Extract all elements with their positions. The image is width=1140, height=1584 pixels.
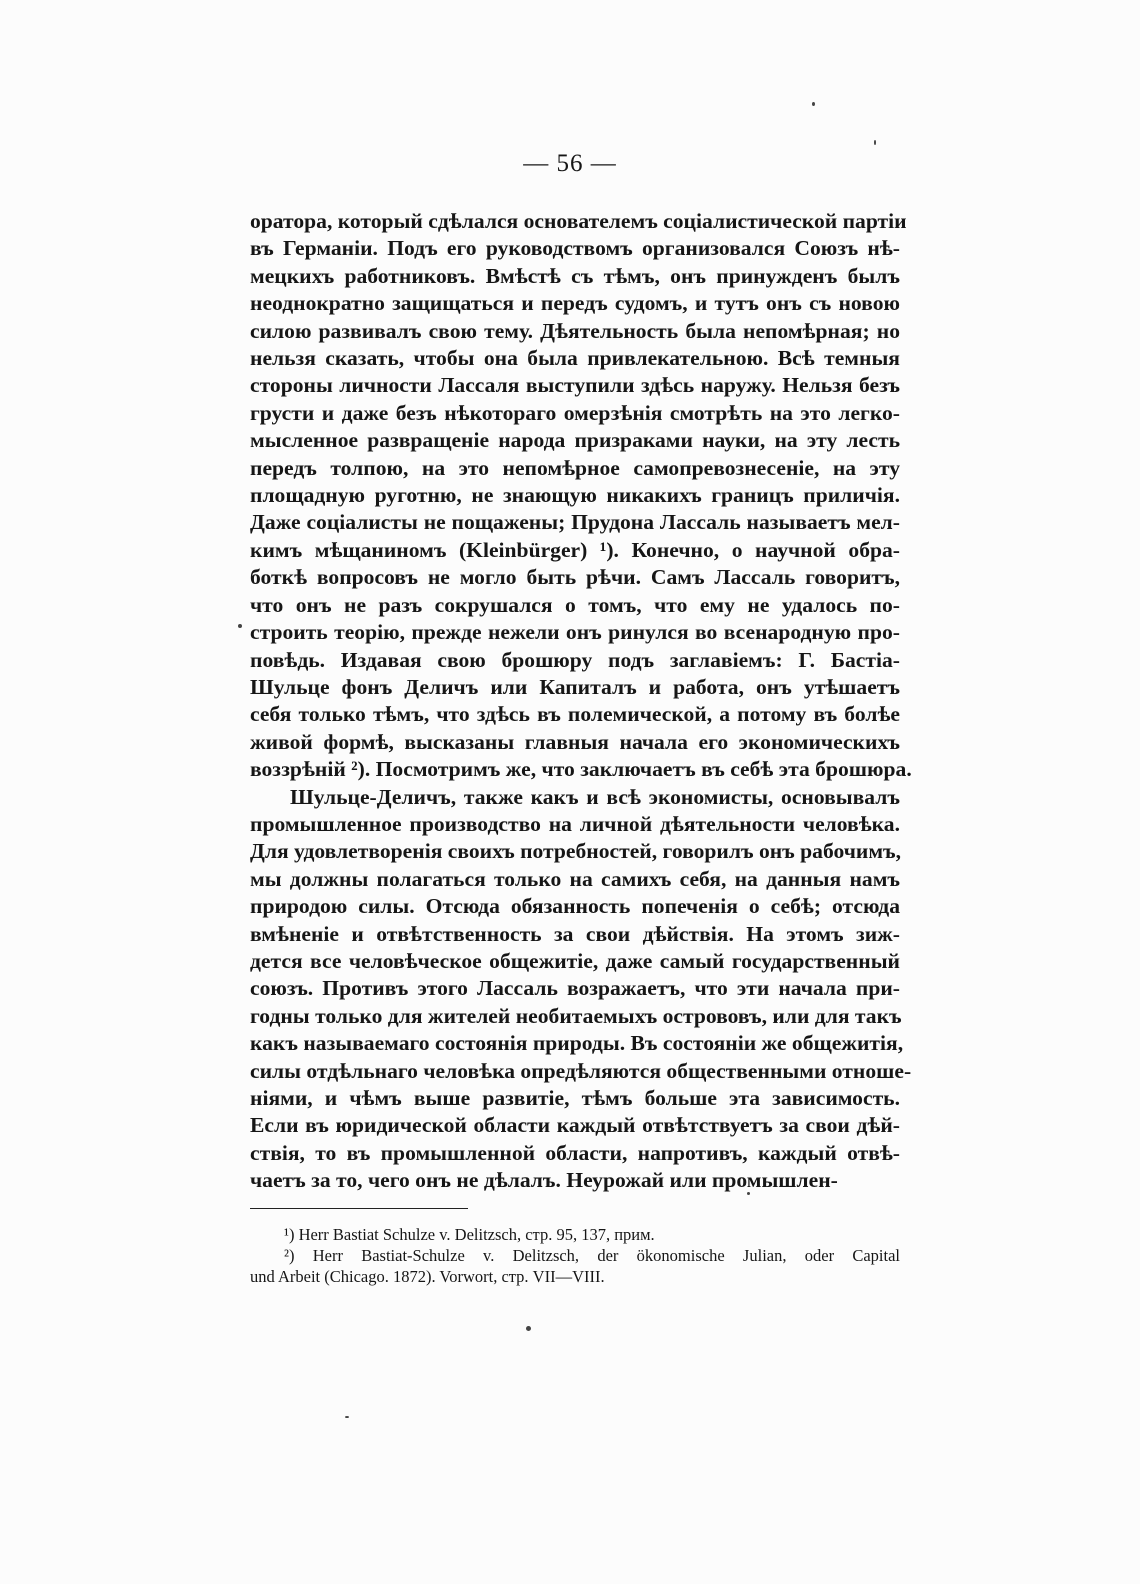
footnote-1: ¹) Herr Bastiat Schulze v. Delitzsch, стр. 95, 137, прим. bbox=[284, 1225, 655, 1244]
text-line: годны только для жителей необитаемыхъ острововъ, или для такъ bbox=[250, 1003, 902, 1028]
text-line: силою развивалъ свою тему. Дѣятельность была непомѣрная; но bbox=[250, 318, 900, 343]
text-line: воззрѣній ²). Посмотримъ же, что заключаетъ въ себѣ эта брошюра. bbox=[250, 757, 912, 782]
text-line: нельзя сказать, чтобы она была привлекательною. Всѣ темныя bbox=[250, 346, 900, 371]
scan-speck bbox=[874, 140, 876, 145]
scan-speck bbox=[345, 1416, 349, 1418]
text-line: чаетъ за то, чего онъ не дѣлалъ. Неурожай или промышлен- bbox=[250, 1168, 838, 1193]
text-line: площадную руготню, не знающую никакихъ границъ приличія. bbox=[250, 483, 900, 508]
text-line: боткѣ вопросовъ не могло быть рѣчи. Самъ Лассаль говоритъ, bbox=[250, 565, 900, 590]
text-line: мысленное развращеніе народа призраками науки, на эту лесть bbox=[250, 428, 900, 453]
text-line: дется все человѣческое общежитіе, даже самый государственный bbox=[250, 948, 900, 973]
text-line: силы отдѣльнаго человѣка опредѣляются общественными отноше- bbox=[250, 1058, 912, 1083]
paragraph-1 bbox=[250, 208, 912, 784]
page-number: — 56 — bbox=[523, 150, 617, 177]
text-line: промышленное производство на личной дѣятельности человѣка. bbox=[250, 811, 900, 836]
footnote-separator bbox=[250, 1208, 468, 1209]
text-line: стороны личности Лассаля выступили здѣсь наружу. Нельзя безъ bbox=[250, 373, 900, 398]
text-line: оратора, который сдѣлался основателемъ соціалистической партіи bbox=[250, 209, 907, 233]
text-line: Для удовлетворенія своихъ потребностей, говорилъ онъ рабочимъ, bbox=[250, 839, 902, 864]
text-line: мецкихъ работниковъ. Вмѣстѣ съ тѣмъ, онъ принужденъ былъ bbox=[250, 263, 900, 288]
footnotes bbox=[250, 1224, 900, 1287]
text-line: себя только тѣмъ, что здѣсь въ полемической, а потому въ болѣе bbox=[250, 702, 900, 727]
scan-speck bbox=[747, 1192, 750, 1195]
text-line: вмѣненіе и отвѣтственность за свои дѣйствія. На этомъ зиж- bbox=[250, 921, 900, 946]
text-line: передъ толпою, на это непомѣрное самопревознесеніе, на эту bbox=[250, 455, 900, 480]
body-text bbox=[250, 208, 912, 1195]
text-line: Шульце-Деличъ, также какъ и всѣ экономисты, основывалъ bbox=[290, 784, 900, 809]
text-line: какъ называемаго состоянія природы. Въ состояніи же общежитія, bbox=[250, 1031, 904, 1056]
text-line: въ Германіи. Подъ его руководствомъ организовался Союзъ нѣ- bbox=[250, 236, 900, 261]
scan-speck bbox=[812, 102, 815, 106]
scan-speck bbox=[526, 1326, 531, 1331]
text-line: мы должны полагаться только на самихъ себя, на данныя намъ bbox=[250, 866, 900, 891]
scan-speck bbox=[238, 624, 242, 628]
footnote-2: ²) Herr Bastiat-Schulze v. Delitzsch, der ökonomische Julian, oder Capital bbox=[284, 1246, 900, 1265]
text-line: ніями, и чѣмъ выше развитіе, тѣмъ больше эта зависимость. bbox=[250, 1086, 900, 1110]
text-line: Шульце фонъ Деличъ или Капиталъ и работа, онъ утѣшаетъ bbox=[250, 674, 900, 699]
text-line: союзъ. Противъ этого Лассаль возражаетъ, что эти начала при- bbox=[250, 976, 900, 1001]
paragraph-2 bbox=[250, 784, 912, 1195]
text-line: живой формѣ, высказаны главныя начала его экономическихъ bbox=[250, 729, 900, 754]
text-line: неоднократно защищаться и передъ судомъ, и тутъ онъ съ новою bbox=[250, 291, 900, 316]
footnote-2-continued: und Arbeit (Chicago. 1872). Vorwort, стр. VII—VIII. bbox=[250, 1267, 605, 1286]
text-line: что онъ не разъ сокрушался о томъ, что ему не удалось по- bbox=[250, 592, 900, 617]
text-line: Если въ юридической области каждый отвѣтствуетъ за свои дѣй- bbox=[250, 1113, 900, 1138]
text-line: кимъ мѣщаниномъ (Kleinbürger) ¹). Конечно, о научной обра- bbox=[250, 537, 900, 562]
text-line: грусти и даже безъ нѣкотораго омерзѣнія смотрѣть на это легко- bbox=[250, 400, 900, 425]
text-line: строить теорію, прежде нежели онъ ринулся во всенародную про- bbox=[250, 620, 900, 645]
text-line: повѣдь. Издавая свою брошюру подъ заглавіемъ: Г. Бастіа- bbox=[250, 647, 900, 672]
text-line: ствія, то въ промышленной области, напротивъ, каждый отвѣ- bbox=[250, 1140, 900, 1165]
text-line: Даже соціалисты не пощажены; Прудона Лассаль называетъ мел- bbox=[250, 510, 900, 535]
text-line: природою силы. Отсюда обязанность попеченія о себѣ; отсюда bbox=[250, 894, 900, 919]
